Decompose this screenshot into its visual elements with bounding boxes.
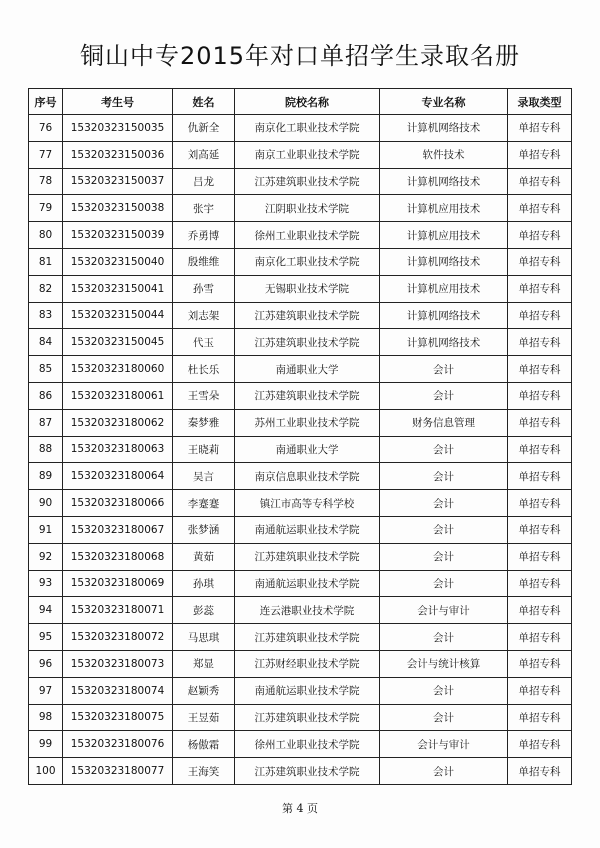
exam-number-cell: 15320323180064 — [63, 463, 173, 490]
name-cell: 刘志架 — [173, 302, 235, 329]
table-row — [29, 543, 572, 570]
major-cell: 计算机应用技术 — [380, 195, 508, 222]
major-cell: 会计 — [380, 758, 508, 785]
seq-cell: 81 — [29, 248, 63, 275]
major-cell: 计算机网络技术 — [380, 115, 508, 142]
exam-number-cell: 15320323180060 — [63, 356, 173, 383]
admission-type-cell: 单招专科 — [508, 115, 572, 142]
school-cell: 江苏建筑职业技术学院 — [235, 758, 380, 785]
name-cell: 马思琪 — [173, 624, 235, 651]
major-cell: 会计 — [380, 570, 508, 597]
table-row — [29, 650, 572, 677]
table-row — [29, 329, 572, 356]
school-cell: 江苏建筑职业技术学院 — [235, 624, 380, 651]
seq-cell: 86 — [29, 382, 63, 409]
school-cell: 南京化工职业技术学院 — [235, 248, 380, 275]
admission-type-cell: 单招专科 — [508, 463, 572, 490]
admission-type-cell: 单招专科 — [508, 248, 572, 275]
admission-type-cell: 单招专科 — [508, 436, 572, 463]
exam-number-cell: 15320323150044 — [63, 302, 173, 329]
school-cell: 徐州工业职业技术学院 — [235, 222, 380, 249]
major-cell: 会计 — [380, 516, 508, 543]
school-cell: 南通航运职业技术学院 — [235, 570, 380, 597]
name-cell: 张梦涵 — [173, 516, 235, 543]
major-cell: 会计 — [380, 436, 508, 463]
table-row — [29, 248, 572, 275]
seq-cell: 79 — [29, 195, 63, 222]
table-row — [29, 624, 572, 651]
exam-number-cell: 15320323180066 — [63, 490, 173, 517]
admission-type-cell: 单招专科 — [508, 543, 572, 570]
admission-type-cell: 单招专科 — [508, 677, 572, 704]
exam-number-cell: 15320323150039 — [63, 222, 173, 249]
major-cell: 会计 — [380, 677, 508, 704]
table-row — [29, 490, 572, 517]
seq-cell: 99 — [29, 731, 63, 758]
name-cell: 吕龙 — [173, 168, 235, 195]
seq-cell: 95 — [29, 624, 63, 651]
school-cell: 江苏建筑职业技术学院 — [235, 704, 380, 731]
table-row — [29, 382, 572, 409]
school-cell: 江苏建筑职业技术学院 — [235, 329, 380, 356]
admission-type-cell: 单招专科 — [508, 570, 572, 597]
exam-number-cell: 15320323180068 — [63, 543, 173, 570]
col-header-name: 姓名 — [173, 89, 235, 115]
table-row — [29, 704, 572, 731]
seq-cell: 85 — [29, 356, 63, 383]
major-cell: 财务信息管理 — [380, 409, 508, 436]
major-cell: 会计与统计核算 — [380, 650, 508, 677]
school-cell: 无锡职业技术学院 — [235, 275, 380, 302]
table-row — [29, 731, 572, 758]
table-body — [29, 115, 572, 785]
seq-cell: 87 — [29, 409, 63, 436]
seq-cell: 90 — [29, 490, 63, 517]
major-cell: 计算机网络技术 — [380, 168, 508, 195]
seq-cell: 78 — [29, 168, 63, 195]
major-cell: 会计 — [380, 382, 508, 409]
name-cell: 孙琪 — [173, 570, 235, 597]
name-cell: 杜长乐 — [173, 356, 235, 383]
exam-number-cell: 15320323150036 — [63, 141, 173, 168]
school-cell: 连云港职业技术学院 — [235, 597, 380, 624]
table-row — [29, 302, 572, 329]
name-cell: 郑显 — [173, 650, 235, 677]
name-cell: 张宇 — [173, 195, 235, 222]
col-header-exam-number: 考生号 — [63, 89, 173, 115]
seq-cell: 80 — [29, 222, 63, 249]
admission-type-cell: 单招专科 — [508, 356, 572, 383]
table-row — [29, 677, 572, 704]
seq-cell: 96 — [29, 650, 63, 677]
school-cell: 江苏建筑职业技术学院 — [235, 168, 380, 195]
name-cell: 彭蕊 — [173, 597, 235, 624]
name-cell: 杨傲霜 — [173, 731, 235, 758]
table-row — [29, 168, 572, 195]
admission-type-cell: 单招专科 — [508, 168, 572, 195]
table-row — [29, 141, 572, 168]
major-cell: 会计 — [380, 704, 508, 731]
exam-number-cell: 15320323180075 — [63, 704, 173, 731]
seq-cell: 93 — [29, 570, 63, 597]
seq-cell: 77 — [29, 141, 63, 168]
admission-type-cell: 单招专科 — [508, 490, 572, 517]
major-cell: 会计 — [380, 624, 508, 651]
major-cell: 会计 — [380, 543, 508, 570]
school-cell: 南通航运职业技术学院 — [235, 516, 380, 543]
table-row — [29, 758, 572, 785]
name-cell: 王昱茹 — [173, 704, 235, 731]
table-row — [29, 356, 572, 383]
major-cell: 计算机应用技术 — [380, 275, 508, 302]
name-cell: 殷维维 — [173, 248, 235, 275]
name-cell: 仇新全 — [173, 115, 235, 142]
exam-number-cell: 15320323180076 — [63, 731, 173, 758]
seq-cell: 89 — [29, 463, 63, 490]
table-row — [29, 115, 572, 142]
school-cell: 江苏建筑职业技术学院 — [235, 543, 380, 570]
name-cell: 孙雪 — [173, 275, 235, 302]
admission-table — [28, 88, 572, 785]
exam-number-cell: 15320323150041 — [63, 275, 173, 302]
seq-cell: 98 — [29, 704, 63, 731]
school-cell: 徐州工业职业技术学院 — [235, 731, 380, 758]
seq-cell: 84 — [29, 329, 63, 356]
table-row — [29, 222, 572, 249]
table-row — [29, 570, 572, 597]
major-cell: 会计 — [380, 490, 508, 517]
table-row — [29, 409, 572, 436]
major-cell: 计算机应用技术 — [380, 222, 508, 249]
admission-type-cell: 单招专科 — [508, 382, 572, 409]
name-cell: 吴言 — [173, 463, 235, 490]
col-header-school: 院校名称 — [235, 89, 380, 115]
table-row — [29, 516, 572, 543]
exam-number-cell: 15320323180067 — [63, 516, 173, 543]
name-cell: 秦梦雅 — [173, 409, 235, 436]
name-cell: 王晓莉 — [173, 436, 235, 463]
col-header-seq: 序号 — [29, 89, 63, 115]
school-cell: 南通职业大学 — [235, 356, 380, 383]
table-row — [29, 463, 572, 490]
table-header-row — [29, 89, 572, 115]
table-row — [29, 275, 572, 302]
seq-cell: 82 — [29, 275, 63, 302]
exam-number-cell: 15320323180061 — [63, 382, 173, 409]
admission-type-cell: 单招专科 — [508, 409, 572, 436]
school-cell: 江苏财经职业技术学院 — [235, 650, 380, 677]
school-cell: 江苏建筑职业技术学院 — [235, 382, 380, 409]
seq-cell: 88 — [29, 436, 63, 463]
seq-cell: 94 — [29, 597, 63, 624]
major-cell: 计算机网络技术 — [380, 248, 508, 275]
table-row — [29, 436, 572, 463]
exam-number-cell: 15320323180072 — [63, 624, 173, 651]
admission-type-cell: 单招专科 — [508, 731, 572, 758]
admission-type-cell: 单招专科 — [508, 650, 572, 677]
page-title: 铜山中专2015年对口单招学生录取名册 — [79, 42, 521, 70]
exam-number-cell: 15320323180069 — [63, 570, 173, 597]
admission-type-cell: 单招专科 — [508, 275, 572, 302]
exam-number-cell: 15320323180062 — [63, 409, 173, 436]
school-cell: 南通航运职业技术学院 — [235, 677, 380, 704]
admission-type-cell: 单招专科 — [508, 302, 572, 329]
exam-number-cell: 15320323150038 — [63, 195, 173, 222]
admission-type-cell: 单招专科 — [508, 141, 572, 168]
major-cell: 会计 — [380, 356, 508, 383]
exam-number-cell: 15320323180071 — [63, 597, 173, 624]
name-cell: 王雪朵 — [173, 382, 235, 409]
name-cell: 乔勇博 — [173, 222, 235, 249]
exam-number-cell: 15320323180074 — [63, 677, 173, 704]
col-header-major: 专业名称 — [380, 89, 508, 115]
school-cell: 江阴职业技术学院 — [235, 195, 380, 222]
exam-number-cell: 15320323180073 — [63, 650, 173, 677]
exam-number-cell: 15320323150045 — [63, 329, 173, 356]
school-cell: 南通职业大学 — [235, 436, 380, 463]
exam-number-cell: 15320323180077 — [63, 758, 173, 785]
school-cell: 江苏建筑职业技术学院 — [235, 302, 380, 329]
admission-type-cell: 单招专科 — [508, 597, 572, 624]
exam-number-cell: 15320323180063 — [63, 436, 173, 463]
major-cell: 会计与审计 — [380, 597, 508, 624]
admission-type-cell: 单招专科 — [508, 758, 572, 785]
admission-type-cell: 单招专科 — [508, 195, 572, 222]
admission-type-cell: 单招专科 — [508, 222, 572, 249]
admission-type-cell: 单招专科 — [508, 329, 572, 356]
major-cell: 计算机网络技术 — [380, 329, 508, 356]
name-cell: 刘高延 — [173, 141, 235, 168]
page-number: 第 4 页 — [282, 802, 318, 815]
school-cell: 南京工业职业技术学院 — [235, 141, 380, 168]
name-cell: 黄茹 — [173, 543, 235, 570]
major-cell: 软件技术 — [380, 141, 508, 168]
name-cell: 赵颖秀 — [173, 677, 235, 704]
school-cell: 南京信息职业技术学院 — [235, 463, 380, 490]
major-cell: 会计与审计 — [380, 731, 508, 758]
name-cell: 王海笑 — [173, 758, 235, 785]
major-cell: 会计 — [380, 463, 508, 490]
seq-cell: 83 — [29, 302, 63, 329]
name-cell: 代玉 — [173, 329, 235, 356]
school-cell: 南京化工职业技术学院 — [235, 115, 380, 142]
seq-cell: 91 — [29, 516, 63, 543]
exam-number-cell: 15320323150037 — [63, 168, 173, 195]
school-cell: 苏州工业职业技术学院 — [235, 409, 380, 436]
exam-number-cell: 15320323150040 — [63, 248, 173, 275]
seq-cell: 92 — [29, 543, 63, 570]
name-cell: 李蹇蹇 — [173, 490, 235, 517]
admission-type-cell: 单招专科 — [508, 704, 572, 731]
seq-cell: 76 — [29, 115, 63, 142]
school-cell: 镇江市高等专科学校 — [235, 490, 380, 517]
seq-cell: 97 — [29, 677, 63, 704]
col-header-admission-type: 录取类型 — [508, 89, 572, 115]
exam-number-cell: 15320323150035 — [63, 115, 173, 142]
table-row — [29, 597, 572, 624]
admission-type-cell: 单招专科 — [508, 624, 572, 651]
table-row — [29, 195, 572, 222]
major-cell: 计算机网络技术 — [380, 302, 508, 329]
seq-cell: 100 — [29, 758, 63, 785]
admission-type-cell: 单招专科 — [508, 516, 572, 543]
